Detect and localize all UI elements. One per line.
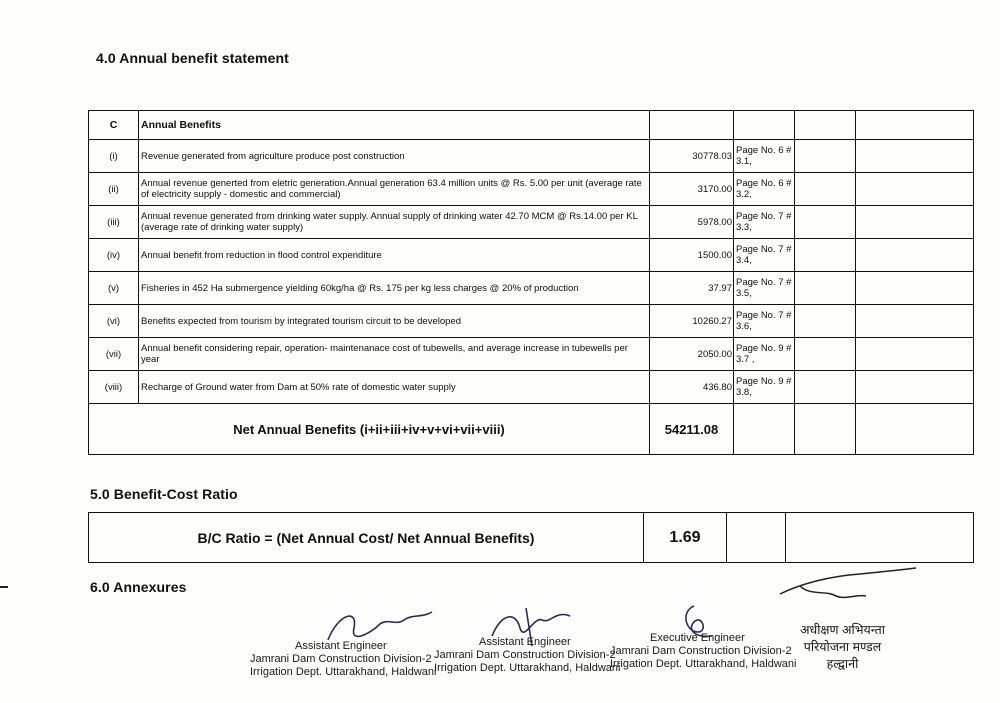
signatory-title: Executive Engineer xyxy=(650,632,745,644)
row-value: 1500.00 xyxy=(650,239,734,272)
row-number: (iv) xyxy=(89,239,139,272)
row-value: 30778.03 xyxy=(650,140,734,173)
row-reference: Page No. 7 # 3.3, xyxy=(734,206,795,239)
signature-block-3 xyxy=(610,632,796,671)
row-empty xyxy=(795,272,856,305)
signatory-title-hindi: अधीक्षण अभियन्ता xyxy=(800,623,885,637)
bc-empty xyxy=(786,513,974,563)
row-empty xyxy=(856,239,974,272)
table-header-row xyxy=(89,111,974,140)
row-reference: Page No. 9 # 3.7 , xyxy=(734,338,795,371)
row-value: 2050.00 xyxy=(650,338,734,371)
signatory-division: Jamrani Dam Construction Division-2 xyxy=(250,653,432,665)
signatory-title: Assistant Engineer xyxy=(479,636,571,648)
bc-ratio-value: 1.69 xyxy=(644,513,727,563)
signatory-department: Irrigation Dept. Uttarakhand, Haldwani xyxy=(434,662,621,674)
signatory-title: Assistant Engineer xyxy=(295,640,387,652)
signatory-circle-hindi: परियोजना मण्डल xyxy=(803,640,882,654)
row-number: (viii) xyxy=(89,371,139,404)
row-description: Recharge of Ground water from Dam at 50% rate of domestic water supply xyxy=(139,371,650,404)
signatory-place-hindi: हल्द्वानी xyxy=(826,657,859,671)
row-empty xyxy=(795,305,856,338)
row-empty xyxy=(795,173,856,206)
row-empty xyxy=(856,173,974,206)
row-empty xyxy=(795,206,856,239)
row-description: Annual revenue generated from drinking water supply. Annual supply of drinking water 42.70 MCM @ Rs.14.00 per KL (average rate of drinking water supply) xyxy=(139,206,650,239)
row-value: 37.97 xyxy=(650,272,734,305)
table-row xyxy=(89,272,974,305)
header-empty xyxy=(650,111,734,140)
total-empty xyxy=(795,404,856,455)
row-empty xyxy=(856,371,974,404)
row-number: (v) xyxy=(89,272,139,305)
table-row xyxy=(89,173,974,206)
row-reference: Page No. 6 # 3.1, xyxy=(734,140,795,173)
section-4-heading: 4.0 Annual benefit statement xyxy=(96,50,289,66)
table-row xyxy=(89,338,974,371)
row-reference: Page No. 7 # 3.5, xyxy=(734,272,795,305)
row-value: 10260.27 xyxy=(650,305,734,338)
total-row xyxy=(89,404,974,455)
row-empty xyxy=(795,239,856,272)
total-empty xyxy=(734,404,795,455)
row-empty xyxy=(795,371,856,404)
section-6-heading: 6.0 Annexures xyxy=(90,579,187,595)
row-value: 5978.00 xyxy=(650,206,734,239)
row-reference: Page No. 7 # 3.4, xyxy=(734,239,795,272)
table-row xyxy=(89,239,974,272)
row-empty xyxy=(795,338,856,371)
row-description: Annual revenue generted from eletric generation.Annual generation 63.4 million units @ Rs. 5.00 per unit (average rate of electricity supply - domestic and commercial) xyxy=(139,173,650,206)
row-empty xyxy=(856,338,974,371)
row-number: (ii) xyxy=(89,173,139,206)
margin-mark xyxy=(0,586,8,588)
signature-block-2 xyxy=(434,636,620,675)
row-reference: Page No. 7 # 3.6, xyxy=(734,305,795,338)
bc-ratio-row xyxy=(89,513,974,563)
bc-ratio-label: B/C Ratio = (Net Annual Cost/ Net Annual Benefits) xyxy=(89,513,644,563)
signature-block-4 xyxy=(800,622,885,673)
signatory-division: Jamrani Dam Construction Division-2 xyxy=(434,649,616,661)
header-empty xyxy=(734,111,795,140)
row-number: (vii) xyxy=(89,338,139,371)
row-empty xyxy=(856,272,974,305)
signature-block-1 xyxy=(250,640,436,679)
table-row xyxy=(89,305,974,338)
row-empty xyxy=(856,206,974,239)
row-description: Annual benefit considering repair, operation- maintenanace cost of tubewells, and average increase in tubewells per year xyxy=(139,338,650,371)
header-title: Annual Benefits xyxy=(139,111,650,140)
row-reference: Page No. 9 # 3.8, xyxy=(734,371,795,404)
header-code: C xyxy=(89,111,139,140)
table-row xyxy=(89,206,974,239)
total-empty xyxy=(856,404,974,455)
row-reference: Page No. 6 # 3.2, xyxy=(734,173,795,206)
row-description: Benefits expected from tourism by integrated tourism circuit to be developed xyxy=(139,305,650,338)
row-empty xyxy=(856,305,974,338)
row-description: Fisheries in 452 Ha submergence yielding 60kg/ha @ Rs. 175 per kg less charges @ 20% of production xyxy=(139,272,650,305)
row-empty xyxy=(795,140,856,173)
row-number: (vi) xyxy=(89,305,139,338)
total-value: 54211.08 xyxy=(650,404,734,455)
row-value: 436.80 xyxy=(650,371,734,404)
row-description: Annual benefit from reduction in flood control expenditure xyxy=(139,239,650,272)
table-row xyxy=(89,371,974,404)
header-empty xyxy=(795,111,856,140)
bc-empty xyxy=(727,513,786,563)
row-value: 3170.00 xyxy=(650,173,734,206)
signatory-department: Irrigation Dept. Uttarakhand, Haldwani xyxy=(250,666,437,678)
signatory-division: Jamrani Dam Construction Division-2 xyxy=(610,645,792,657)
header-empty xyxy=(856,111,974,140)
annual-benefits-table xyxy=(88,110,974,455)
section-5-heading: 5.0 Benefit-Cost Ratio xyxy=(90,486,238,502)
signatory-department: Irrigation Dept. Uttarakhand, Haldwani xyxy=(610,658,797,670)
row-description: Revenue generated from agriculture produce post construction xyxy=(139,140,650,173)
signature-scribble-4 xyxy=(770,566,920,606)
row-number: (i) xyxy=(89,140,139,173)
bc-ratio-table xyxy=(88,512,974,563)
row-empty xyxy=(856,140,974,173)
row-number: (iii) xyxy=(89,206,139,239)
table-row xyxy=(89,140,974,173)
total-label: Net Annual Benefits (i+ii+iii+iv+v+vi+vii+viii) xyxy=(89,404,650,455)
